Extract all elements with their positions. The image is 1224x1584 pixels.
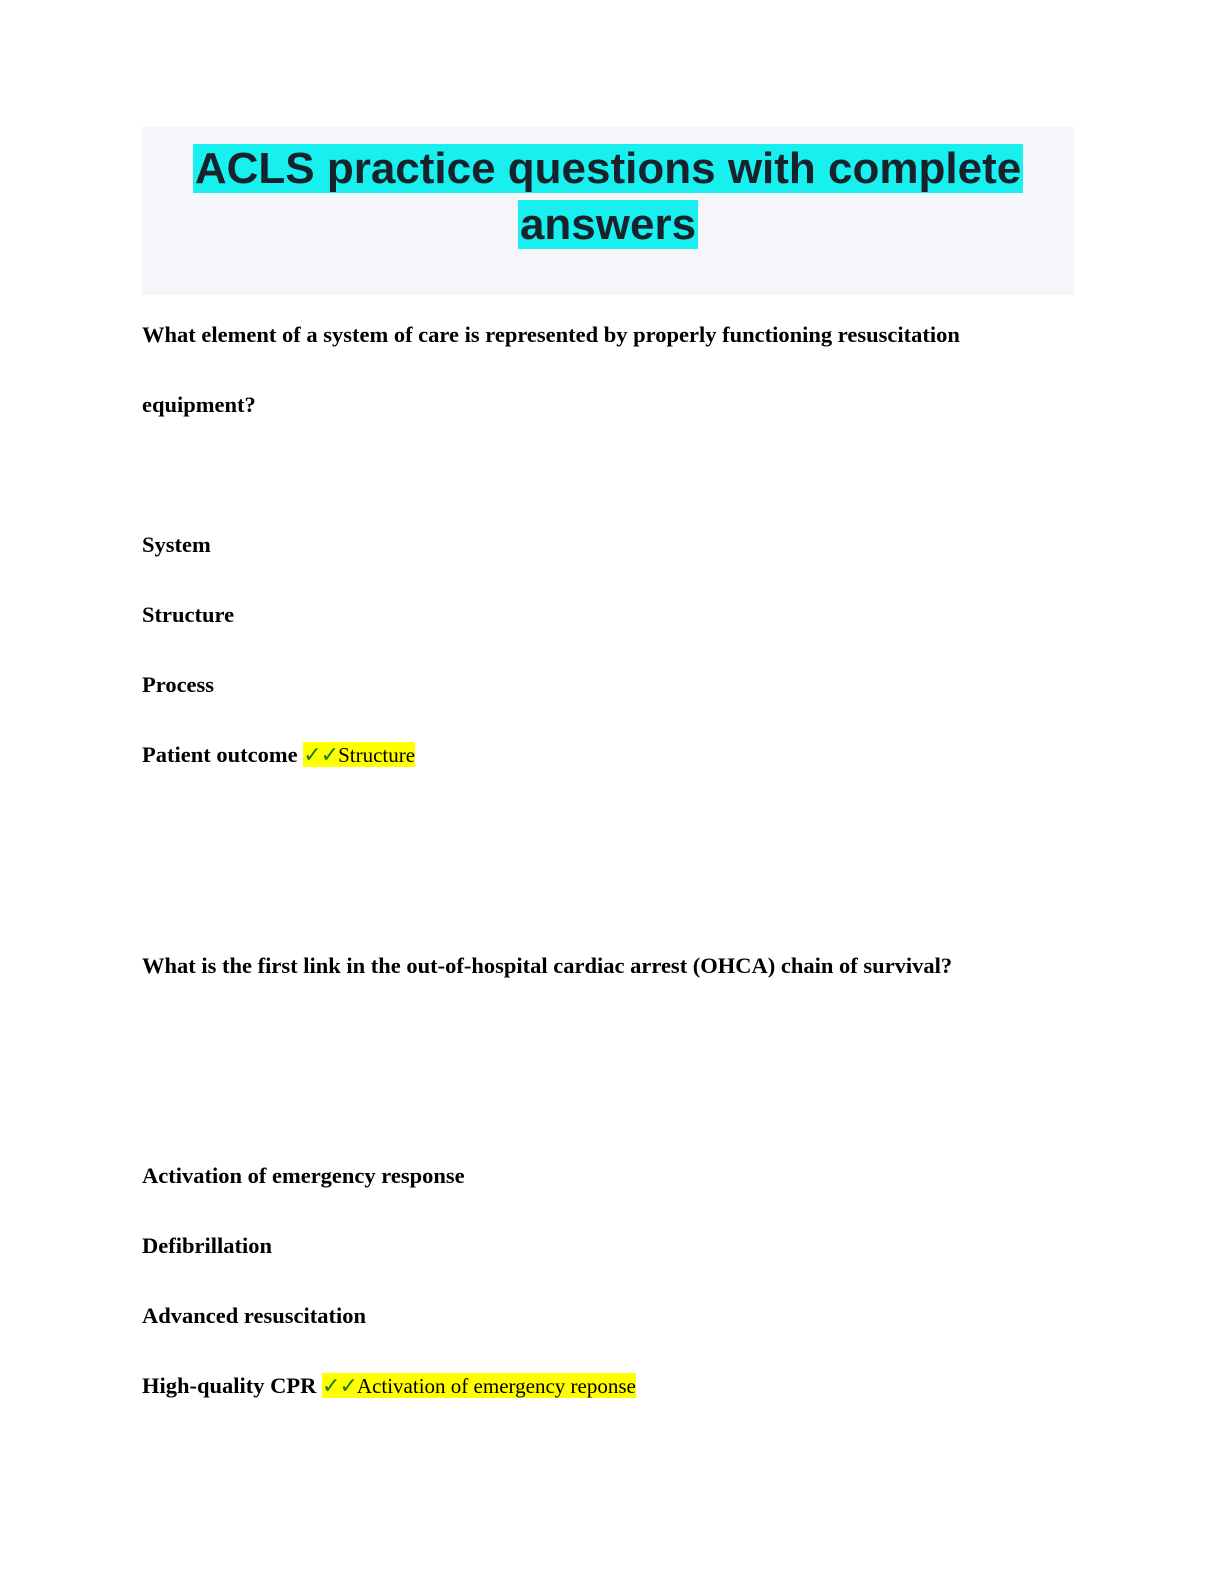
- question-1-answer-text: Structure: [338, 743, 416, 767]
- question-1-option-3: Process: [142, 672, 215, 697]
- spacer: [142, 440, 1102, 510]
- spacer: [142, 861, 1102, 931]
- question-2-option-4: High-quality CPR: [142, 1373, 317, 1398]
- document-body: [142, 300, 1102, 1422]
- question-2-option-2: Defibrillation: [142, 1233, 272, 1258]
- spacer: [142, 791, 1102, 861]
- page-title-text-1: ACLS practice questions with complete: [194, 144, 1022, 193]
- question-1-answer-highlight: [303, 742, 415, 767]
- page-title-line-1: [142, 141, 1074, 197]
- question-2-option-1: Activation of emergency response: [142, 1163, 465, 1188]
- check-icon: ✓✓: [322, 1374, 357, 1399]
- question-2-option-3: Advanced resuscitation: [142, 1303, 366, 1328]
- question-2-answer-text: Activation of emergency reponse: [356, 1374, 636, 1398]
- question-1-line-1: What element of a system of care is represented by properly functioning resuscitation: [142, 322, 960, 347]
- question-2-answer-row: [142, 1351, 1102, 1422]
- page-title-line-2: [142, 197, 1074, 253]
- question-2-line-1: What is the first link in the out-of-hospital cardiac arrest (OHCA) chain of survival?: [142, 953, 953, 978]
- document-title-block: [142, 127, 1074, 295]
- question-2-answer-highlight: [322, 1373, 636, 1398]
- spacer: [142, 1001, 1102, 1071]
- question-1-option-1: System: [142, 532, 211, 557]
- question-1-answer-row: [142, 720, 1102, 791]
- question-1-option-2: Structure: [142, 602, 235, 627]
- page-title-text-2: answers: [519, 200, 697, 249]
- question-1-option-4: Patient outcome: [142, 742, 298, 767]
- question-1-line-2: equipment?: [142, 392, 256, 417]
- spacer: [142, 1071, 1102, 1141]
- check-icon: ✓✓: [303, 743, 339, 768]
